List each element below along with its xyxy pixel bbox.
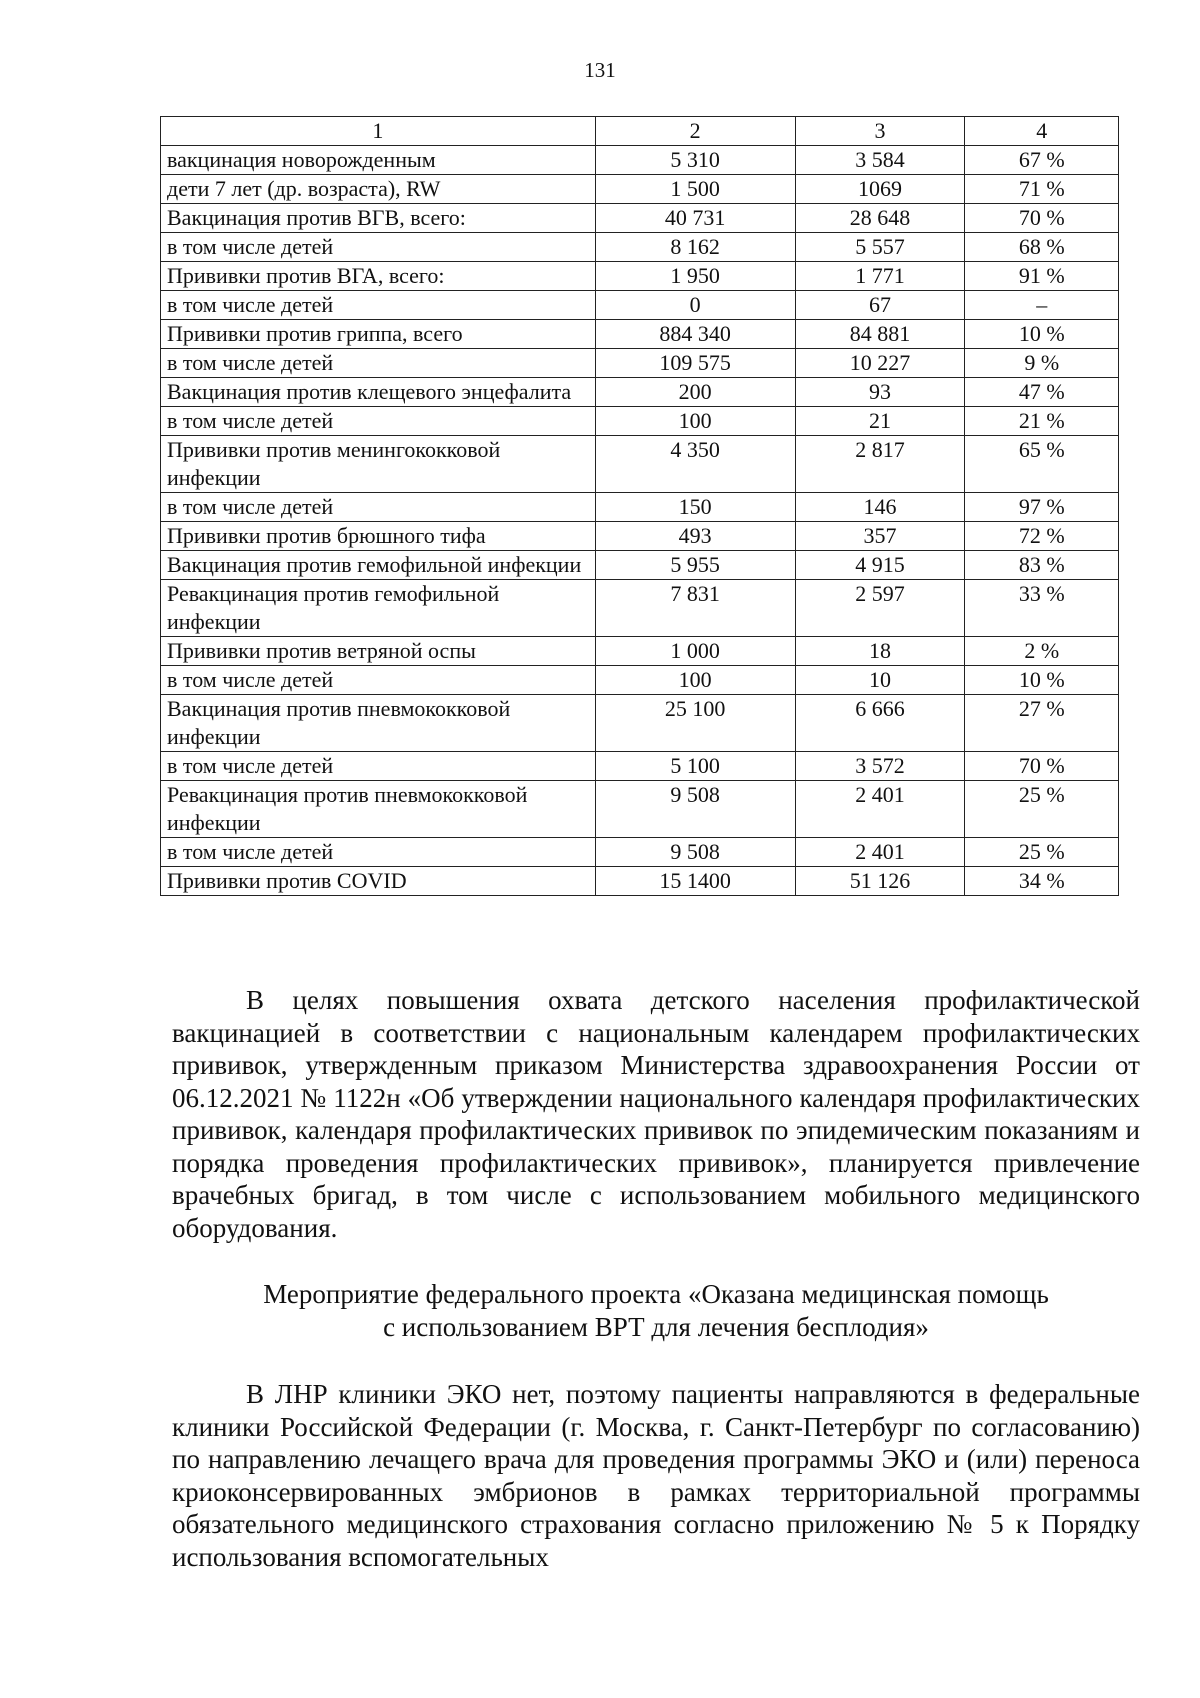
cell-col-4: 65 % [965,436,1119,493]
table-row [161,666,1119,695]
table-row [161,349,1119,378]
cell-indicator: Прививки против COVID [161,867,596,896]
cell-col-4: 68 % [965,233,1119,262]
cell-col-3: 4 915 [795,551,965,580]
table-row [161,378,1119,407]
paragraph-1-text: В целях повышения охвата детского населения профилактической вакцинацией в соответствии с национальным календарем профилактических прививок, утвержденным приказом Министерства здравоохранения России от 06.12.2021 № 1122н «Об утверждении национального календаря профилактических прививок, календаря профилактических прививок по эпидемическим показаниям и порядка проведения профилактических прививок», планируется привлечение врачебных бригад, в том числе с использованием мобильного медицинского оборудования. [172,985,1140,1243]
cell-col-4: 83 % [965,551,1119,580]
cell-col-4: 97 % [965,493,1119,522]
cell-col-4: 25 % [965,838,1119,867]
cell-indicator: Вакцинация против ВГВ, всего: [161,204,596,233]
cell-col-3: 2 401 [795,781,965,838]
cell-col-4: 91 % [965,262,1119,291]
cell-col-2: 0 [595,291,795,320]
cell-indicator: Вакцинация против гемофильной инфекции [161,551,596,580]
cell-indicator: в том числе детей [161,349,596,378]
header-col-3: 3 [795,117,965,146]
cell-col-2: 109 575 [595,349,795,378]
table-row [161,320,1119,349]
cell-col-3: 51 126 [795,867,965,896]
cell-col-4: 10 % [965,666,1119,695]
cell-col-3: 67 [795,291,965,320]
page-number: 131 [584,58,616,82]
cell-col-4: 27 % [965,695,1119,752]
cell-indicator: Вакцинация против клещевого энцефалита [161,378,596,407]
header-col-4: 4 [965,117,1119,146]
cell-col-4: 2 % [965,637,1119,666]
cell-col-2: 8 162 [595,233,795,262]
cell-indicator: Прививки против ВГА, всего: [161,262,596,291]
cell-col-2: 4 350 [595,436,795,493]
cell-indicator: Вакцинация против пневмококковой инфекции [161,695,596,752]
cell-col-3: 84 881 [795,320,965,349]
cell-col-3: 21 [795,407,965,436]
vaccination-table [160,116,1119,896]
cell-col-2: 884 340 [595,320,795,349]
table-row [161,551,1119,580]
cell-col-4: 70 % [965,752,1119,781]
cell-col-3: 10 [795,666,965,695]
cell-indicator: вакцинация новорожденным [161,146,596,175]
table-row [161,580,1119,637]
header-col-2: 2 [595,117,795,146]
cell-col-4: 67 % [965,146,1119,175]
cell-col-2: 200 [595,378,795,407]
cell-indicator: в том числе детей [161,752,596,781]
section-heading-line-2: с использованием ВРТ для лечения бесплодия» [383,1311,929,1342]
cell-indicator: Прививки против гриппа, всего [161,320,596,349]
cell-col-2: 9 508 [595,838,795,867]
table-row [161,436,1119,493]
cell-col-3: 3 572 [795,752,965,781]
cell-indicator: Прививки против менингококковой инфекции [161,436,596,493]
cell-indicator: Ревакцинация против пневмококковой инфекции [161,781,596,838]
header-col-1: 1 [161,117,596,146]
cell-col-4: 72 % [965,522,1119,551]
table-row [161,175,1119,204]
cell-col-2: 1 000 [595,637,795,666]
cell-col-2: 5 100 [595,752,795,781]
vaccination-table-body [161,117,1119,896]
cell-col-3: 146 [795,493,965,522]
cell-col-3: 10 227 [795,349,965,378]
cell-col-4: 21 % [965,407,1119,436]
cell-col-3: 5 557 [795,233,965,262]
cell-col-2: 150 [595,493,795,522]
cell-col-4: 10 % [965,320,1119,349]
cell-indicator: Ревакцинация против гемофильной инфекции [161,580,596,637]
cell-indicator: Прививки против ветряной оспы [161,637,596,666]
table-row [161,867,1119,896]
cell-col-3: 18 [795,637,965,666]
cell-indicator: дети 7 лет (др. возраста), RW [161,175,596,204]
cell-indicator: в том числе детей [161,291,596,320]
cell-indicator: в том числе детей [161,233,596,262]
cell-col-2: 9 508 [595,781,795,838]
cell-col-3: 1 771 [795,262,965,291]
table-row [161,838,1119,867]
table-row [161,204,1119,233]
cell-col-2: 1 950 [595,262,795,291]
cell-col-3: 357 [795,522,965,551]
section-heading-line-1: Мероприятие федерального проекта «Оказана медицинская помощь [263,1279,1049,1309]
cell-indicator: в том числе детей [161,666,596,695]
cell-col-3: 3 584 [795,146,965,175]
cell-col-4: – [965,291,1119,320]
cell-col-2: 493 [595,522,795,551]
table-row [161,146,1119,175]
cell-col-2: 15 1400 [595,867,795,896]
cell-col-2: 40 731 [595,204,795,233]
cell-col-4: 33 % [965,580,1119,637]
table-row [161,407,1119,436]
cell-col-2: 1 500 [595,175,795,204]
table-row [161,522,1119,551]
cell-col-2: 25 100 [595,695,795,752]
cell-col-3: 2 401 [795,838,965,867]
paragraph-ivf-clinics [172,1378,1140,1573]
table-row [161,233,1119,262]
cell-col-4: 71 % [965,175,1119,204]
cell-col-4: 47 % [965,378,1119,407]
cell-col-2: 7 831 [595,580,795,637]
cell-col-4: 70 % [965,204,1119,233]
cell-col-2: 5 955 [595,551,795,580]
table-row [161,637,1119,666]
cell-col-2: 5 310 [595,146,795,175]
table-row [161,695,1119,752]
cell-col-2: 100 [595,407,795,436]
table-row [161,752,1119,781]
cell-col-3: 28 648 [795,204,965,233]
cell-indicator: в том числе детей [161,838,596,867]
cell-col-3: 2 597 [795,580,965,637]
table-row [161,781,1119,838]
cell-col-3: 93 [795,378,965,407]
paragraph-2-text: В ЛНР клиники ЭКО нет, поэтому пациенты направляются в федеральные клиники Российской Федерации (г. Москва, г. Санкт-Петербург по согласованию) по направлению лечащего врача для проведения программы ЭКО и (или) переноса криоконсервированных эмбрионов в рамках территориальной программы обязательного медицинского страхования согласно приложению № 5 к Порядку использования вспомогательных [172,1379,1140,1572]
cell-col-4: 34 % [965,867,1119,896]
table-header-row [161,117,1119,146]
cell-indicator: в том числе детей [161,493,596,522]
table-row [161,262,1119,291]
cell-col-3: 6 666 [795,695,965,752]
cell-indicator: в том числе детей [161,407,596,436]
table-row [161,291,1119,320]
cell-col-4: 25 % [965,781,1119,838]
cell-col-2: 100 [595,666,795,695]
cell-col-3: 2 817 [795,436,965,493]
table-row [161,493,1119,522]
cell-col-3: 1069 [795,175,965,204]
paragraph-vaccination-coverage [172,984,1140,1244]
section-heading [172,1278,1140,1343]
cell-col-4: 9 % [965,349,1119,378]
cell-indicator: Прививки против брюшного тифа [161,522,596,551]
